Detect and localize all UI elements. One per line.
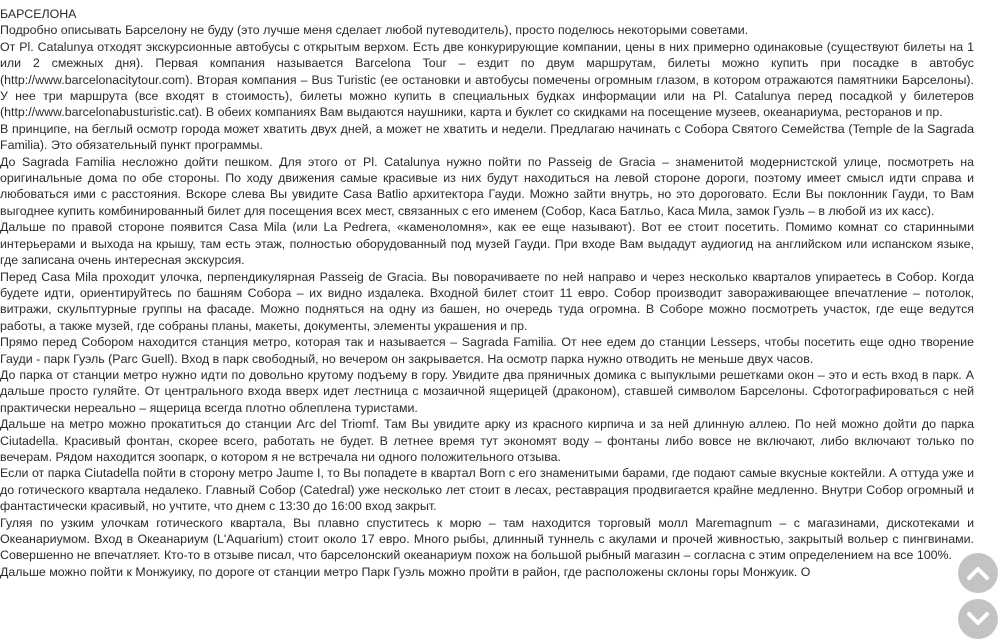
paragraph: Прямо перед Собором находится станция метро, которая так и называется – Sagrada Familia. От нее едем до станции Lesseps, чтобы посетить еще одно творение Гауди - парк Гуэль (Parc Guell). Вход в парк свободный, но вечером он закрывается. На осмотр парка нужно отводить не меньше двух часов. xyxy=(0,335,974,366)
paragraph: Дальше по правой стороне появится Casa Mila (или La Pedrera, «каменоломня», как ее еще называют). Вот ее стоит посетить. Помимо комнат со старинными интерьерами и выхода на крышу, там есть этаж, полностью оборудованный под музей Гауди. При входе Вам выдадут аудиогид на английском или испанском языке, где записана очень интересная экскурсия. xyxy=(0,220,974,268)
paragraph: Подробно описывать Барселону не буду (это лучше меня сделает любой путеводитель), просто поделюсь некоторыми советами. xyxy=(0,23,749,38)
article xyxy=(0,6,974,580)
paragraph: Перед Casa Mila проходит улочка, перпендикулярная Passeig de Gracia. Вы поворачиваете по ней направо и через несколько кварталов упираетесь в Собор. Когда будете идти, ориентируйтесь по башням Собора – их видно издалека. Входной билет стоит 11 евро. Собор производит завораживающее впечатление – потолок, витражи, скульптурные группы на фасаде. Можно подняться на одну из башен, но очередь туда огромна. В Соборе можно посмотреть участок, где еще ведутся работы, а также музей, где собраны планы, макеты, документы, элементы украшения и пр. xyxy=(0,269,974,333)
article-title: БАРСЕЛОНА xyxy=(0,7,77,21)
chevron-up-icon xyxy=(967,566,989,580)
paragraph: До Sagrada Familia несложно дойти пешком. Для этого от Pl. Catalunya нужно пойти по Passeig de Gracia – знаменитой модернистской улице, посмотреть на оригинальные дома по обе стороны. По ходу движения самые красивые из них будут находиться на левой стороне дороги, поэтому имеет смысл идти справа и любоваться ими с расстояния. Вскоре слева Вы увидите Casa Batlio архитектора Гауди. Можно зайти внутрь, но это дороговато. Если Вы поклонник Гауди, то Вам выгоднее купить комбинированный билет для посещения всех мест, связанных с его именем (Собор, Каса Батльо, Каса Мила, замок Гуэль – в любой из их касс). xyxy=(0,154,974,218)
paragraph: Если от парка Ciutadella пойти в сторону метро Jaume I, то Вы попадете в квартал Born с его знаменитыми барами, где подают самые вкусные коктейли. А оттуда уже и до готического квартала недалеко. Главный Собор (Catedral) уже несколько лет стоит в лесах, реставрация продвигается крайне медленно. Внутри Собор огромный и фантастически красивый, но учтите, что днем с 13:30 до 16:00 вход закрыт. xyxy=(0,466,974,514)
paragraph: В принципе, на беглый осмотр города может хватить двух дней, а может не хватить и недели. Предлагаю начинать с Собора Святого Семейства (Temple de la Sagrada Familia). Это обязательный пункт программы. xyxy=(0,121,974,153)
paragraph: Дальше на метро можно прокатиться до станции Arc del Triomf. Там Вы увидите арку из красного кирпича и за ней длинную аллею. По ней можно дойти до парка Ciutadella. Красивый фонтан, скорее всего, работать не будет. В летнее время тут экономят воду – фонтаны либо вовсе не включают, либо включают только по вечерам. Рядом находится зоопарк, о котором я не встречала ни одного положительного отзыва. xyxy=(0,417,974,464)
paragraph-cut-off: Дальше можно пойти к Монжуику, по дороге от станции метро Парк Гуэль можно пройти в район, где расположены склоны горы Монжуик. О xyxy=(0,564,811,579)
paragraph: От Pl. Catalunya отходят экскурсионные автобусы с открытым верхом. Есть две конкурирующие компании, цены в них примерно одинаковые (существуют билеты на 1 или 2 смежных дня). Первая компания называется Barcelona Tour – ездит по двум маршрутам, билеты можно купить при посадке в автобус (http://www.barcelonacitytour.com). Вторая компания – Bus Turistic (ее остановки и автобусы помечены огромным глазом, в котором отражаются памятники Барселоны). У нее три маршрута (все входят в стоимость), билеты можно купить в специальных будках информации или на Pl. Catalunya перед посадкой у билетеров (http://www.barcelonabusturistic.cat). В обеих компаниях Вам выдаются наушники, карта и буклет со скидками на посещение музеев, океанариума, ресторанов и пр. xyxy=(0,39,974,120)
paragraph: Гуляя по узким улочкам готического квартала, Вы плавно спуститесь к морю – там находится торговый молл Maremagnum – с магазинами, дискотеками и Океанариумом. Вход в Океанариум (L'Aquarium) стоит около 17 евро. Много рыбы, длинный туннель с акулами и прочей живностью, закрытый вольер с пингвинами. Совершенно не впечатляет. Кто-то в отзыве писал, что барселонский океанариум похож на большой рыбный магазин – согласна с этим определением на все 100%. xyxy=(0,515,974,563)
scroll-down-button[interactable] xyxy=(958,599,998,639)
scroll-up-button[interactable] xyxy=(958,553,998,593)
paragraph: До парка от станции метро нужно идти по довольно крутому подъему в гору. Увидите два пряничных домика с выпуклыми решетками окон – это и есть вход в парк. А дальше просто гуляйте. От центрального входа вверх идет лестница с мозаичной ящерицей (драконом), ставшей символом Барселоны. Сфотографироваться с ней практически нереально – ящерица всегда плотно облеплена туристами. xyxy=(0,367,974,415)
chevron-down-icon xyxy=(967,612,989,626)
